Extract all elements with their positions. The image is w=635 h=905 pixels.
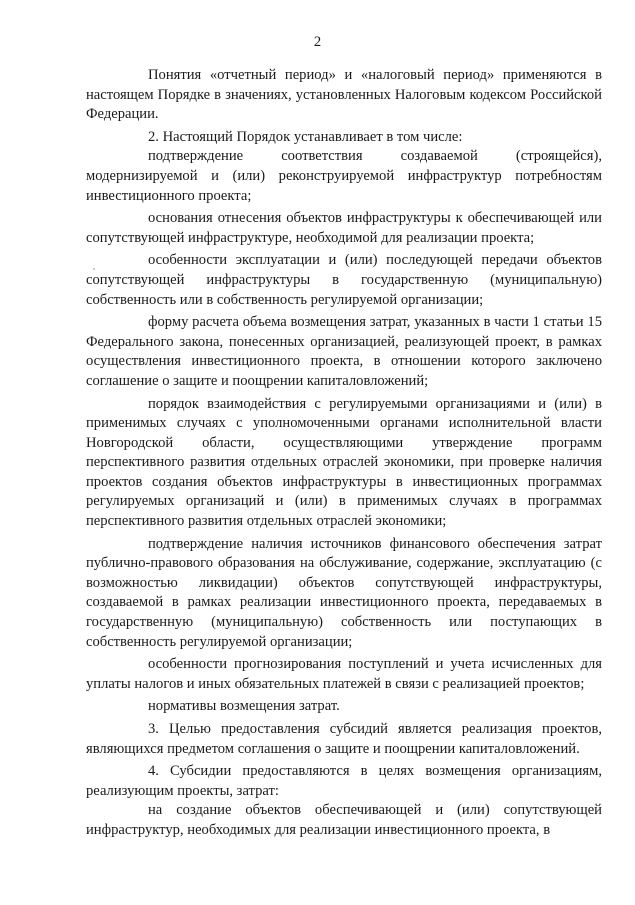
paragraph-reimbursement-norms: нормативы возмещения затрат. <box>148 698 340 715</box>
document-body <box>86 66 602 841</box>
paragraph-reporting-period: Понятия «отчетный период» и «налоговый период» применяются в настоящем Порядке в значениях, установленных Налоговым кодексом Российской Федерации. <box>86 67 602 123</box>
paragraph-tax-forecasting: особенности прогнозирования поступлений и учета исчисленных для уплаты налогов и иных обязательных платежей в связи с реализацией проектов; <box>86 656 602 692</box>
paragraph-section-3-purpose: 3. Целью предоставления субсидий является реализация проектов, являющихся предметом соглашения о защите и поощрении капиталовложений. <box>86 721 602 757</box>
paragraph-cost-calculation-form: форму расчета объема возмещения затрат, указанных в части 1 статьи 15 Федерального закона, понесенных организацией, реализующей проект, в рамках осуществления инвестиционного проекта, в отношении которого заключено соглашение о защите и поощрении капиталовложений; <box>86 314 602 389</box>
paragraph-funding-sources: подтверждение наличия источников финансового обеспечения затрат публично-правового образования на обслуживание, содержание, эксплуатацию (с возможностью ликвидации) объектов сопутствующей инфраструктуры, создаваемой в рамках реализации инвестиционного проекта, передаваемых в государственную (муниципальную) собственность или поступающих в собственность регулируемой организации; <box>86 535 602 650</box>
paragraph-operation-transfer: особенности эксплуатации и (или) последующей передачи объектов сопутствующей инфраструктуры в государственную (муниципальную) собственность или в собственность регулируемой организации; <box>86 252 602 308</box>
paragraph-infrastructure-confirmation: подтверждение соответствия создаваемой (строящейся), модернизируемой и (или) реконструируемой инфраструктур потребностям инвестиционного проекта; <box>86 148 602 204</box>
paragraph-section-2-intro: 2. Настоящий Порядок устанавливает в том числе: <box>148 128 463 145</box>
paragraph-infrastructure-grounds: основания отнесения объектов инфраструктуры к обеспечивающей или сопутствующей инфраструктуре, необходимой для реализации проекта; <box>86 210 602 246</box>
paragraph-creation-costs: на создание объектов обеспечивающей и (или) сопутствующей инфраструктур, необходимых для реализации инвестиционного проекта, в <box>86 802 602 838</box>
scan-speck <box>93 268 95 270</box>
paragraph-section-4-intro: 4. Субсидии предоставляются в целях возмещения организациям, реализующим проекты, затрат: <box>86 763 602 799</box>
page-number: 2 <box>313 34 322 50</box>
paragraph-interaction-procedure: порядок взаимодействия с регулируемыми организациями и (или) в применимых случаях с уполномоченными органами исполнительной власти Новгородской области, осуществляющими утверждение программ перспективного развития отдельных отраслей экономики, при проверке наличия проектов создания объектов инфраструктуры в инвестиционных программах регулируемых организаций и (или) в применимых случаях в программах перспективного развития отдельных отраслей экономики; <box>86 395 602 530</box>
